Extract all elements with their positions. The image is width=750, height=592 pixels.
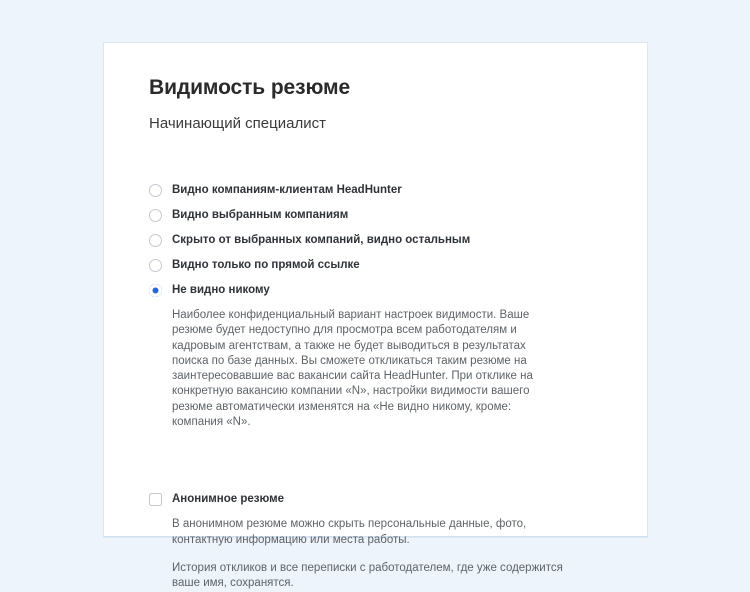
page-subtitle: Начинающий специалист xyxy=(149,115,326,132)
card-content xyxy=(104,43,647,592)
selected-option-description: Наиболее конфиденциальный вариант настроек видимости. Ваше резюме будет недоступно для просмотра всем работодателям и кадровым агентствам, а также не будет выводиться в результатах поиска по базе данных. Вы сможете откликаться таким резюме на заинтересовавшие вас вакансии сайта HeadHunter. При отклике на конкретную вакансию компании «N», настройки видимости вашего резюме автоматически изменятся на «Не видно никому, кроме: компания «N». xyxy=(172,309,533,429)
visibility-radio-group xyxy=(149,183,607,430)
anonymous-resume-checkbox-row[interactable] xyxy=(149,492,607,506)
radio-option-label: Видно выбранным компаниям xyxy=(172,209,349,221)
checkbox-unchecked-icon[interactable] xyxy=(149,493,162,506)
radio-option-label: Видно компаниям-клиентам HeadHunter xyxy=(172,184,402,196)
anonymous-resume-description-secondary: История откликов и все переписки с работодателем, где уже содержится ваше имя, сохранятся. xyxy=(172,561,563,590)
radio-option-clients[interactable] xyxy=(149,183,607,197)
radio-option-selected-companies[interactable] xyxy=(149,208,607,222)
radio-option-label: Скрыто от выбранных компаний, видно остальным xyxy=(172,234,471,246)
page-title: Видимость резюме xyxy=(149,76,351,99)
radio-unselected-icon[interactable] xyxy=(149,234,162,247)
radio-option-hidden-from-all[interactable] xyxy=(149,283,607,297)
radio-unselected-icon[interactable] xyxy=(149,259,162,272)
radio-option-direct-link[interactable] xyxy=(149,258,607,272)
radio-unselected-icon[interactable] xyxy=(149,184,162,197)
radio-option-hidden-from-selected[interactable] xyxy=(149,233,607,247)
visibility-settings-card xyxy=(103,42,648,590)
radio-selected-icon[interactable] xyxy=(149,284,162,297)
anonymous-resume-block xyxy=(149,492,607,591)
radio-option-label: Не видно никому xyxy=(172,284,270,296)
radio-option-label: Видно только по прямой ссылке xyxy=(172,259,360,271)
anonymous-resume-description-primary: В анонимном резюме можно скрыть персональные данные, фото, контактную информацию или места работы. xyxy=(172,518,527,546)
radio-unselected-icon[interactable] xyxy=(149,209,162,222)
anonymous-resume-label: Анонимное резюме xyxy=(172,493,285,506)
